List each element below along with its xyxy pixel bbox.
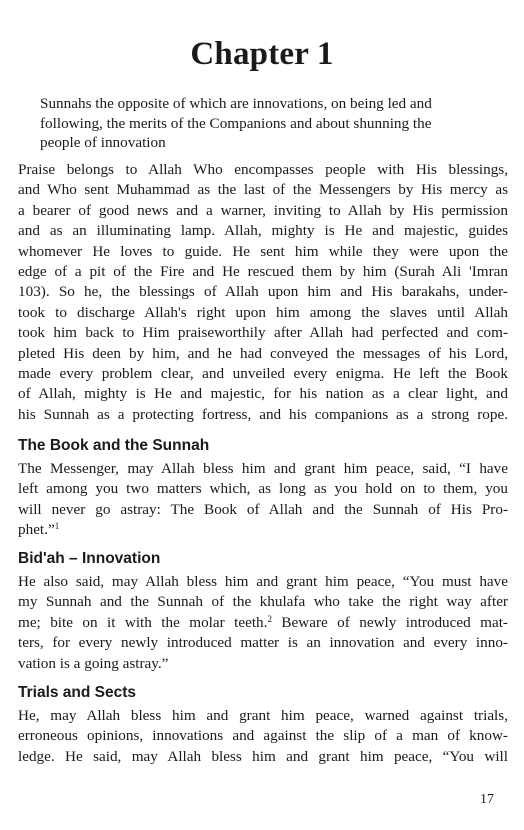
paragraph-line: his Sunnah as a protecting fortress, and his companions as a strong rope. <box>18 405 508 423</box>
subtitle-line: people of innovation <box>40 134 166 151</box>
paragraph-line: took to discharge Allah's right upon him among the slaves until Allah <box>18 303 508 321</box>
subtitle-line: Sunnahs the opposite of which are innovations, on being led and <box>40 95 432 112</box>
footnote-marker: 2 <box>267 613 272 624</box>
paragraph-text: me; bite on it with the molar teeth. <box>18 613 268 631</box>
paragraph-line: left among you two matters which, as long as you hold on to them, you <box>18 480 508 498</box>
paragraph-line: took him back to Him praiseworthily after Allah had perfected and com- <box>18 324 508 342</box>
paragraph-line: my Sunnah and the Sunnah of the khulafa who take the right way after <box>18 593 508 611</box>
paragraph-line: edge of a pit of the Fire and He rescued them by him (Surah Ali 'Imran <box>18 263 508 281</box>
footnote-marker: 1 <box>54 521 60 532</box>
paragraph-line: will never go astray: The Book of Allah and the Sunnah of His Pro- <box>18 500 508 518</box>
paragraph-line: ledge. He said, may Allah bless him and grant him peace, “You will <box>18 747 508 765</box>
paragraph-line <box>18 613 508 633</box>
chapter-title: Chapter 1 <box>190 36 334 72</box>
page-number: 17 <box>480 792 494 807</box>
section-heading-trials-and-sects: Trials and Sects <box>18 684 137 701</box>
paragraph-line: of Allah, mighty is He and majestic, for his nation as a clear light, and <box>18 385 508 403</box>
subtitle-line: following, the merits of the Companions and about shunning the <box>40 114 432 132</box>
paragraph-text: Beware of newly introduced mat- <box>271 613 508 631</box>
chapter-subtitle <box>40 94 480 153</box>
paragraph-line: He, may Allah bless him and grant him peace, warned against trials, <box>18 707 508 724</box>
paragraph-line <box>18 520 508 540</box>
paragraph-line: He also said, may Allah bless him and grant him peace, “You must have <box>18 573 508 590</box>
paragraph-line: ters, for every newly introduced matter is an innovation and every inno- <box>18 634 508 652</box>
paragraph-line: vation is a going astray.” <box>18 654 169 672</box>
paragraph-text: phet.” <box>18 521 55 539</box>
intro-paragraph <box>18 160 508 425</box>
section-bidah-paragraph <box>18 572 508 674</box>
section-heading-bidah: Bid'ah – Innovation <box>18 550 161 567</box>
paragraph-line: pleted His deen by him, and he had conveyed the messages of his Lord, <box>18 344 508 362</box>
paragraph-line: erroneous opinions, innovations and against the slip of a man of know- <box>18 727 508 745</box>
paragraph-line: The Messenger, may Allah bless him and grant him peace, said, “I have <box>18 460 508 477</box>
section-book-and-sunnah-paragraph <box>18 459 508 541</box>
paragraph-line: whomever He loves to guide. He sent him while they were upon the <box>18 242 508 260</box>
paragraph-line: and as an illuminating lamp. Allah, mighty is He and majestic, guides <box>18 222 508 240</box>
paragraph-line: and Who sent Muhammad as the last of the Messengers by His mercy as <box>18 181 508 199</box>
paragraph-line: 103). So he, the blessings of Allah upon him and His barakahs, under- <box>18 283 508 301</box>
paragraph-line: a bearer of good news and a warner, inviting to Allah by His permission <box>18 201 508 219</box>
paragraph-line: made every problem clear, and unveiled every enigma. He left the Book <box>18 365 508 383</box>
section-trials-paragraph <box>18 706 508 767</box>
paragraph-line: Praise belongs to Allah Who encompasses people with His blessings, <box>18 161 508 178</box>
section-heading-book-and-sunnah: The Book and the Sunnah <box>18 437 210 454</box>
